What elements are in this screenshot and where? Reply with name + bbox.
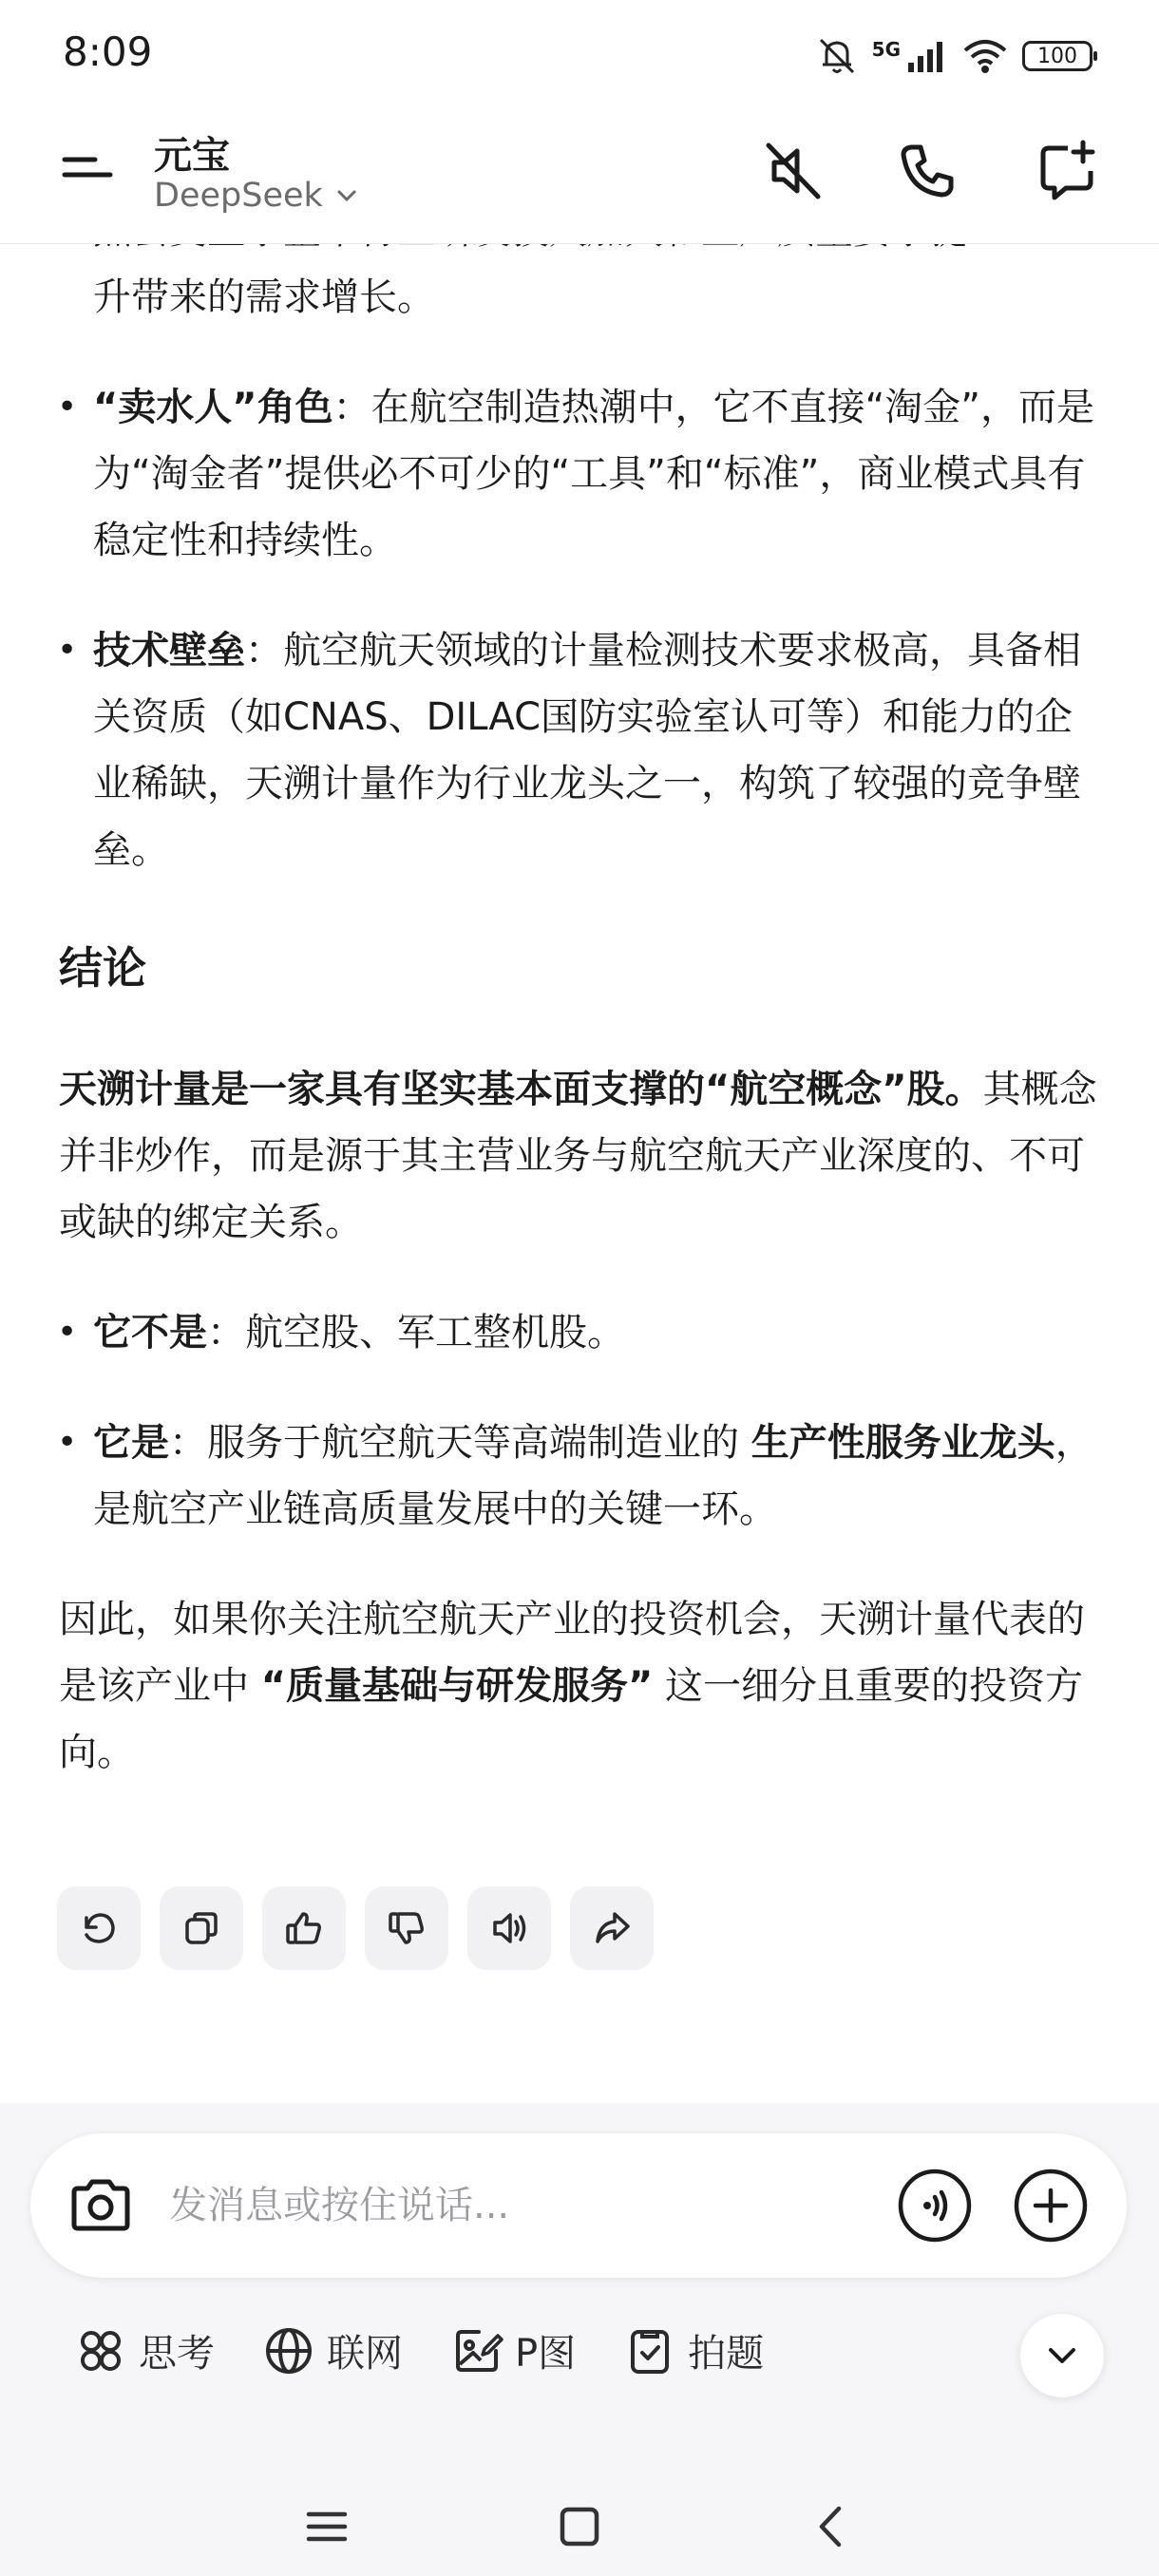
photo-question-label: 拍题 [688, 2332, 765, 2376]
think-icon [74, 2324, 127, 2377]
battery-level: 100 [1037, 44, 1077, 68]
image-edit-icon [450, 2324, 504, 2377]
read-aloud-button[interactable] [467, 1886, 551, 1970]
mute-bell-icon [815, 34, 859, 78]
final-text-tail: 这一细分且重要的投资方向。 [59, 1664, 1084, 1774]
conclusion-text: 其概念并非炒作，而是源于其主营业务与航空航天产业深度的、不可或缺的绑定关系。 [59, 1068, 1097, 1244]
list-item-tech-barrier [59, 617, 1104, 883]
chevron-down-icon [334, 183, 359, 208]
web-chip[interactable] [262, 2323, 403, 2377]
dislike-button[interactable] [365, 1886, 448, 1970]
camera-button[interactable] [63, 2168, 139, 2244]
image-edit-label: P图 [515, 2332, 577, 2376]
back-arrow-icon [808, 2503, 856, 2550]
final-bold: “质量基础与研发服务” [260, 1664, 654, 1708]
status-icons [815, 32, 1092, 80]
bullet-text: ：航空股、军工整机股。 [207, 1311, 625, 1354]
bullet-bold: 生产性服务业龙头 [750, 1421, 1055, 1465]
think-chip[interactable] [74, 2323, 215, 2377]
final-paragraph [59, 1586, 1104, 1786]
status-time: 8:09 [63, 28, 153, 75]
composer-area [0, 2103, 1159, 2576]
menu-icon [57, 131, 129, 203]
think-label: 思考 [139, 2332, 215, 2376]
collapse-button[interactable] [1020, 2314, 1104, 2397]
section-heading: 结论 [59, 942, 146, 994]
speaker-icon [487, 1906, 531, 1950]
nav-home-button[interactable] [551, 2498, 608, 2555]
chevron-down-icon [1043, 2337, 1081, 2375]
image-edit-chip[interactable] [450, 2323, 576, 2377]
copy-icon [180, 1906, 223, 1950]
home-square-icon [556, 2503, 603, 2550]
bullet-label: 技术壁垒 [93, 629, 245, 672]
app-header [0, 112, 1159, 244]
list-item-is [59, 1410, 1104, 1543]
nav-back-button[interactable] [804, 2498, 861, 2555]
nav-menu-button[interactable] [298, 2498, 355, 2555]
new-chat-icon [1034, 137, 1102, 205]
plus-circle-icon [1013, 2168, 1089, 2244]
bullet-label: 它是 [93, 1421, 169, 1465]
copy-button[interactable] [160, 1886, 243, 1970]
network-type: 5G [871, 38, 901, 61]
tool-chips [74, 2323, 764, 2377]
share-button[interactable] [570, 1886, 654, 1970]
bullet-label: 它不是 [93, 1311, 207, 1354]
web-label: 联网 [327, 2332, 403, 2376]
speaker-mute-icon [761, 138, 827, 204]
menu-button[interactable] [57, 131, 129, 203]
voice-call-button[interactable] [897, 2168, 973, 2244]
clipboard-check-icon [623, 2324, 676, 2377]
message-input-box[interactable] [30, 2133, 1127, 2278]
message-actions [57, 1886, 654, 1970]
conclusion-paragraph [59, 1056, 1104, 1256]
app-title: 元宝 [154, 134, 230, 178]
list-item-not [59, 1299, 1104, 1366]
share-icon [590, 1906, 634, 1950]
chat-content[interactable] [0, 243, 1159, 2103]
new-chat-button[interactable] [1030, 133, 1106, 209]
conclusion-bold: 天溯计量是一家具有坚实基本面支撑的“航空概念”股。 [59, 1068, 983, 1111]
bullet-text: ：在航空制造热潮中，它不直接“淘金”，而是为“淘金者”提供必不可少的“工具”和“标准”，商业模式具有稳定性和持续性。 [93, 386, 1095, 562]
globe-icon [262, 2324, 315, 2377]
camera-icon [63, 2168, 139, 2244]
mute-voice-button[interactable] [756, 133, 832, 209]
recent-apps-icon [303, 2503, 351, 2550]
status-bar [0, 0, 1159, 112]
thumbs-down-icon [385, 1906, 428, 1950]
bullet-text-tail: ，是航空产业链高质量发展中的关键一环。 [93, 1421, 1093, 1531]
model-name: DeepSeek [154, 177, 323, 215]
message-input[interactable]: 发消息或按住说话... [169, 2184, 510, 2227]
add-button[interactable] [1013, 2168, 1089, 2244]
bullet-label: “卖水人”角色 [93, 386, 333, 429]
phone-icon [894, 138, 960, 204]
cut-off-line-2: 升带来的需求增长。 [93, 275, 435, 319]
system-nav-bar [0, 2481, 1159, 2576]
regenerate-button[interactable] [57, 1886, 141, 1970]
list-item-water-seller [59, 374, 1104, 574]
model-selector[interactable] [154, 177, 359, 215]
wifi-icon [961, 37, 1009, 75]
bullet-text: ：服务于航空航天等高端制造业的 [169, 1421, 751, 1465]
bullet-text: ：航空航天领域的计量检测技术要求极高，具备相关资质（如CNAS、DILAC国防实验室认可等）和能力的企业稀缺，天溯计量作为行业龙头之一，构筑了较强的竞争壁垒。 [93, 629, 1081, 872]
thumbs-up-icon [282, 1906, 326, 1950]
signal-icon [906, 38, 948, 74]
refresh-icon [77, 1906, 121, 1950]
photo-question-chip[interactable] [623, 2323, 764, 2377]
final-text: 因此，如果你关注航空航天产业的投资机会，天溯计量代表的是该产业中 [59, 1598, 1085, 1708]
voice-wave-icon [897, 2168, 973, 2244]
call-button[interactable] [889, 133, 965, 209]
like-button[interactable] [262, 1886, 346, 1970]
battery-indicator [1022, 41, 1092, 71]
assistant-message [59, 198, 1104, 1786]
